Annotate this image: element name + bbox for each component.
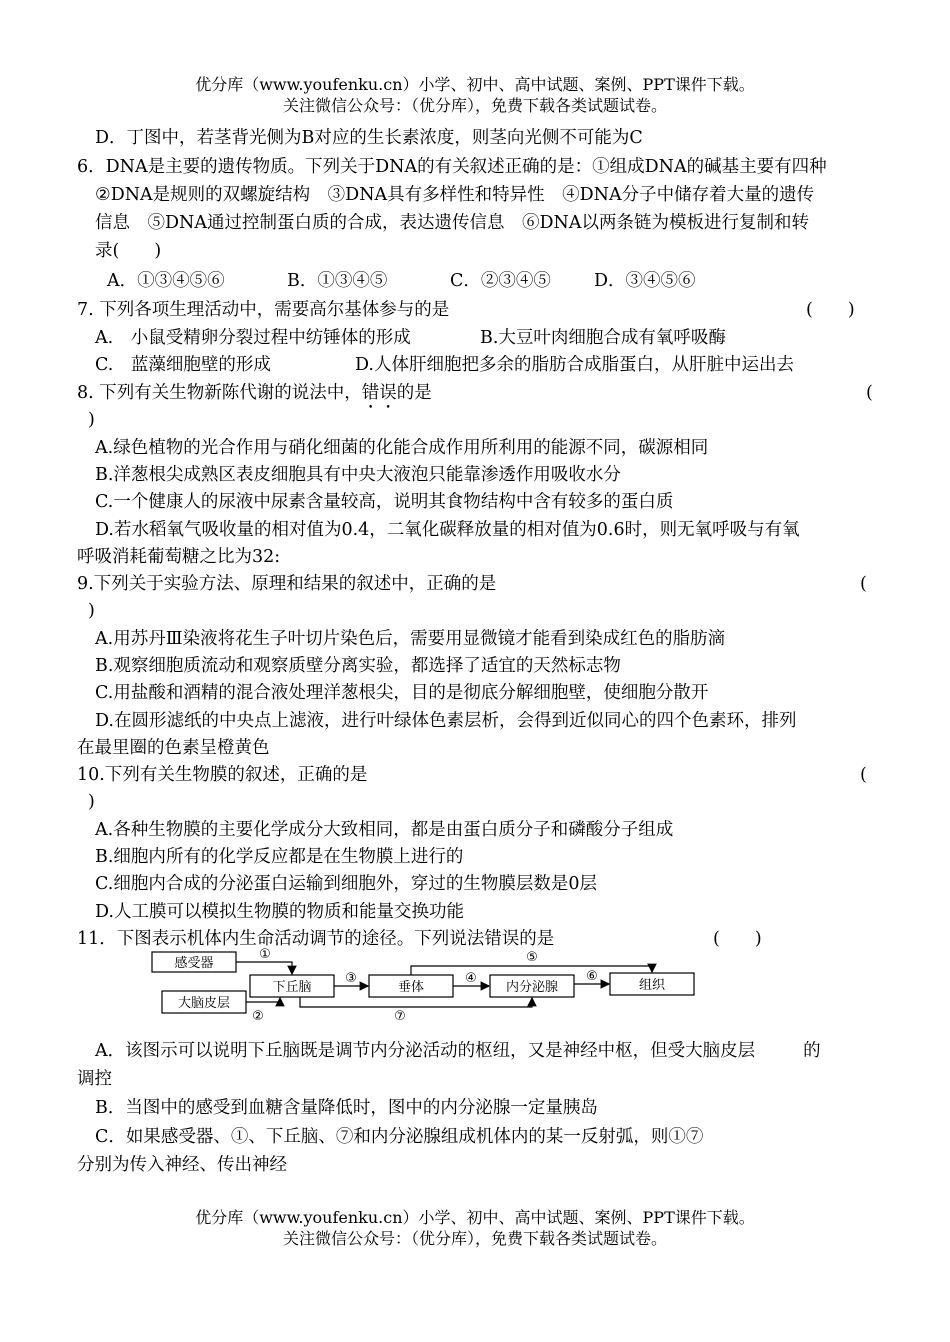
footer-line-2: 关注微信公众号：（优分库），免费下载各类试题试卷。 bbox=[282, 1229, 667, 1248]
q6-option-d: D．③④⑤⑥ bbox=[594, 271, 696, 291]
q8-option-b: B.洋葱根尖成熟区表皮细胞具有中央大液泡只能靠渗透作用吸收水分 bbox=[95, 465, 621, 485]
arrow-label-4: ④ bbox=[465, 971, 477, 986]
q6-option-b: B．①③④⑤ bbox=[287, 271, 388, 291]
q6-stem-line-2: ②DNA是规则的双螺旋结构 ③DNA具有多样性和特异性 ④DNA分子中储存着大量的遗传 bbox=[95, 185, 815, 205]
q7-option-c: C. 蓝藻细胞壁的形成 bbox=[95, 355, 271, 375]
arrow-label-3: ③ bbox=[345, 971, 357, 986]
q9-paren-close: ) bbox=[88, 601, 95, 621]
arrow-label-7: ⑦ bbox=[394, 1009, 406, 1024]
q9-option-a: A.用苏丹Ⅲ染液将花生子叶切片染色后，需要用显微镜才能看到染成红色的脂肪滴 bbox=[95, 629, 726, 649]
label-cerebral-cortex: 大脑皮层 bbox=[177, 996, 231, 1011]
q10-stem: 10.下列有关生物膜的叙述，正确的是 bbox=[77, 765, 368, 785]
q8-stem-emphasis: 错误 bbox=[361, 383, 397, 403]
q7-stem: 7. 下列各项生理活动中，需要高尔基体参与的是 bbox=[77, 300, 450, 320]
q8-stem bbox=[77, 382, 432, 413]
q8-option-c: C.一个健康人的尿液中尿素含量较高，说明其食物结构中含有较多的蛋白质 bbox=[95, 492, 674, 512]
q7-answer-paren: ( ) bbox=[806, 300, 855, 320]
q9-option-b: B.观察细胞质流动和观察质壁分离实验，都选择了适宜的天然标志物 bbox=[95, 656, 621, 676]
regulation-pathway-diagram bbox=[140, 944, 710, 1024]
q11-option-a-pre: A．该图示可以说明下丘脑既是调节内分泌活动的枢纽，又是神经中枢，但受大脑皮层 bbox=[95, 1041, 756, 1061]
q10-option-d: D.人工膜可以模拟生物膜的物质和能量交换功能 bbox=[95, 902, 464, 922]
q11-answer-paren: ( ) bbox=[713, 929, 762, 949]
q8-paren-close: ) bbox=[88, 410, 95, 430]
q10-paren-open: ( bbox=[860, 765, 867, 785]
q9-option-c: C.用盐酸和酒精的混合液处理洋葱根尖，目的是彻底分解细胞壁，使细胞分散开 bbox=[95, 683, 709, 703]
q5-option-d: D．丁图中，若茎背光侧为B对应的生长素浓度，则茎向光侧不可能为C bbox=[95, 128, 643, 148]
q11-option-a-post: 的 bbox=[803, 1041, 821, 1061]
q10-option-b: B.细胞内所有的化学反应都是在生物膜上进行的 bbox=[95, 847, 464, 867]
q11-stem: 11．下图表示机体内生命活动调节的途径。下列说法错误的是 bbox=[77, 929, 555, 949]
q6-option-a: A．①③④⑤⑥ bbox=[107, 271, 225, 291]
q8-paren-open: ( bbox=[866, 383, 873, 403]
q11-option-c-line-1: C．如果感受器、①、下丘脑、⑦和内分泌腺组成机体内的某一反射弧，则①⑦ bbox=[95, 1127, 704, 1147]
arrow-label-1: ① bbox=[259, 947, 271, 962]
q6-stem-line-1: 6．DNA是主要的遗传物质。下列关于DNA的有关叙述正确的是：①组成DNA的碱基主要有四种 bbox=[77, 157, 827, 177]
q6-stem-line-3: 信息 ⑤DNA通过控制蛋白质的合成，表达遗传信息 ⑥DNA以两条链为模板进行复制和转 bbox=[95, 213, 809, 233]
arrow-7 bbox=[300, 997, 532, 1007]
page-header bbox=[0, 74, 950, 116]
q8-stem-post: 的是 bbox=[396, 383, 432, 403]
q8-option-d-line-2: 呼吸消耗葡萄糖之比为32: bbox=[77, 547, 281, 567]
q7-option-b: B.大豆叶肉细胞合成有氧呼吸酶 bbox=[480, 328, 726, 348]
q9-option-d-line-2: 在最里圈的色素呈橙黄色 bbox=[77, 738, 270, 758]
q8-option-d-line-1: D.若水稻氧气吸收量的相对值为0.4，二氧化碳释放量的相对值为0.6时，则无氧呼吸与有氧 bbox=[95, 520, 800, 540]
q9-stem: 9.下列关于实验方法、原理和结果的叙述中，正确的是 bbox=[77, 574, 497, 594]
header-line-1: 优分库（www.youfenku.cn）小学、初中、高中试题、案例、PPT课件下载。 bbox=[195, 75, 755, 94]
label-hypothalamus: 下丘脑 bbox=[272, 980, 312, 995]
q8-stem-pre: 8. 下列有关生物新陈代谢的说法中， bbox=[77, 383, 362, 403]
header-line-2: 关注微信公众号：（优分库），免费下载各类试题试卷。 bbox=[282, 96, 667, 115]
q10-option-c: C.细胞内合成的分泌蛋白运输到细胞外，穿过的生物膜层数是0层 bbox=[95, 874, 597, 894]
q7-option-a: A. 小鼠受精卵分裂过程中纺锤体的形成 bbox=[95, 328, 411, 348]
q7-option-d: D.人体肝细胞把多余的脂肪合成脂蛋白，从肝脏中运出去 bbox=[355, 355, 794, 375]
q11-option-a-line-1 bbox=[95, 1040, 821, 1062]
footer-line-1: 优分库（www.youfenku.cn）小学、初中、高中试题、案例、PPT课件下载。 bbox=[195, 1208, 755, 1227]
q11-option-b: B．当图中的感受到血糖含量降低时，图中的内分泌腺一定量胰岛 bbox=[95, 1098, 598, 1118]
q11-option-a-line-2: 调控 bbox=[77, 1069, 112, 1089]
label-receptor: 感受器 bbox=[174, 956, 214, 971]
arrow-2 bbox=[246, 998, 280, 1002]
arrow-label-5: ⑤ bbox=[526, 950, 538, 965]
q6-stem-line-4: 录( ) bbox=[95, 241, 162, 261]
q11-option-c-line-2: 分别为传入神经、传出神经 bbox=[77, 1155, 287, 1175]
arrow-label-2: ② bbox=[252, 1009, 264, 1024]
q10-paren-close: ) bbox=[88, 792, 95, 812]
arrow-label-6: ⑥ bbox=[586, 969, 598, 984]
q10-option-a: A.各种生物膜的主要化学成分大致相同，都是由蛋白质分子和磷酸分子组成 bbox=[95, 820, 674, 840]
page-footer bbox=[0, 1207, 950, 1249]
arrow-1 bbox=[236, 962, 292, 974]
label-tissue: 组织 bbox=[638, 978, 666, 993]
label-pituitary: 垂体 bbox=[397, 980, 425, 995]
q8-option-a: A.绿色植物的光合作用与硝化细菌的化能合成作用所利用的能源不同，碳源相同 bbox=[95, 438, 709, 458]
q9-paren-open: ( bbox=[860, 574, 867, 594]
q6-option-c: C．②③④⑤ bbox=[450, 271, 551, 291]
q9-option-d-line-1: D.在圆形滤纸的中央点上滤液，进行叶绿体色素层析，会得到近似同心的四个色素环，排列 bbox=[95, 711, 797, 731]
label-endocrine-gland: 内分泌腺 bbox=[505, 980, 559, 995]
